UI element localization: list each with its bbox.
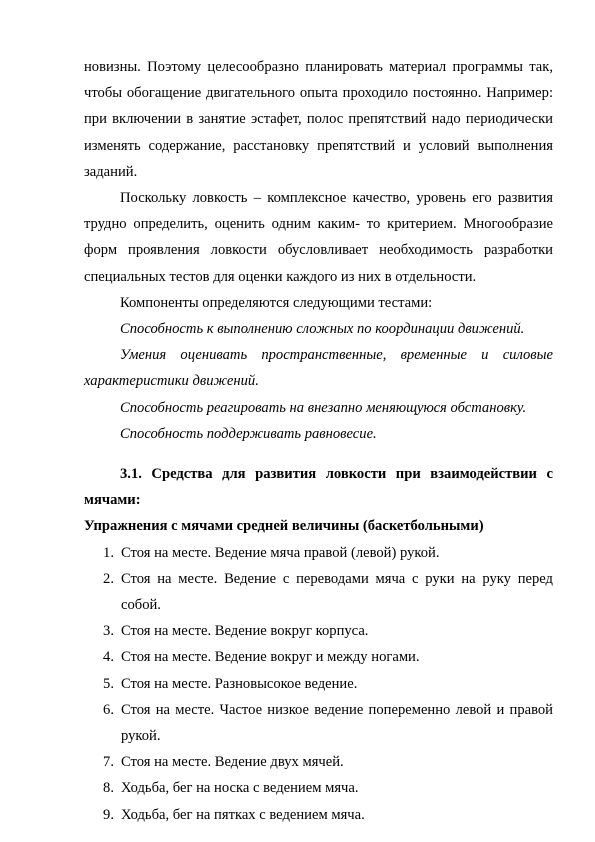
list-item-number: 3. <box>103 623 114 640</box>
list-item <box>84 749 553 775</box>
list-item-text: Стоя на месте. Ведение мяча правой (левой) рукой. <box>121 544 440 561</box>
component-item: Умения оценивать пространственные, временные и силовые характеристики движений. <box>84 347 553 390</box>
list-item-text: Ходьба, бег на носка с ведением мяча. <box>121 780 359 797</box>
list-item <box>84 618 553 644</box>
list-item-number: 7. <box>103 754 114 771</box>
body-paragraph: новизны. Поэтому целесообразно планировать материал программы так, чтобы обогащение двигательного опыта проходило постоянно. Например: при включении в занятие эстафет, полос препятствий надо периодически изменять содержание, расстановку препятствий и условий выполнения заданий. <box>84 59 553 180</box>
list-item <box>84 802 553 828</box>
list-item-text: Ходьба, бег на пятках с ведением мяча. <box>121 806 365 823</box>
list-item-number: 6. <box>103 701 114 718</box>
list-item <box>84 644 553 670</box>
components-intro: Компоненты определяются следующими тестами: <box>120 294 433 311</box>
page-content <box>84 54 553 828</box>
list-item-number: 2. <box>103 570 114 587</box>
list-item-number: 4. <box>103 649 114 666</box>
section-heading: 3.1. Средства для развития ловкости при взаимодействии с мячами: <box>84 466 553 509</box>
exercise-list <box>84 540 553 828</box>
list-item <box>84 697 553 749</box>
list-item-number: 1. <box>103 544 114 561</box>
list-item-number: 8. <box>103 780 114 797</box>
list-item-number: 9. <box>103 806 114 823</box>
list-item <box>84 566 553 618</box>
component-item: Способность реагировать на внезапно меняющуюся обстановку. <box>120 399 527 416</box>
list-item-number: 5. <box>103 675 114 692</box>
body-paragraph: Поскольку ловкость – комплексное качество, уровень его развития трудно определить, оценить одним каким- то критерием. Многообразие форм проявления ловкости обусловливает необходимость разработки специальных тестов для оценки каждого из них в отдельности. <box>84 190 553 285</box>
list-item <box>84 775 553 801</box>
list-item <box>84 540 553 566</box>
list-item-text: Стоя на месте. Ведение с переводами мяча с руки на руку перед собой. <box>121 570 553 614</box>
component-item: Способность к выполнению сложных по координации движений. <box>120 321 525 338</box>
component-item: Способность поддерживать равновесие. <box>120 425 377 442</box>
list-item-text: Стоя на месте. Ведение вокруг и между ногами. <box>121 649 420 666</box>
list-item-text: Стоя на месте. Частое низкое ведение попеременно левой и правой рукой. <box>121 701 553 745</box>
list-item-text: Стоя на месте. Разновысокое ведение. <box>121 675 358 692</box>
list-item-text: Стоя на месте. Ведение вокруг корпуса. <box>121 623 369 640</box>
subheading: Упражнения с мячами средней величины (баскетбольными) <box>84 518 484 535</box>
list-item-text: Стоя на месте. Ведение двух мячей. <box>121 754 344 771</box>
list-item <box>84 671 553 697</box>
